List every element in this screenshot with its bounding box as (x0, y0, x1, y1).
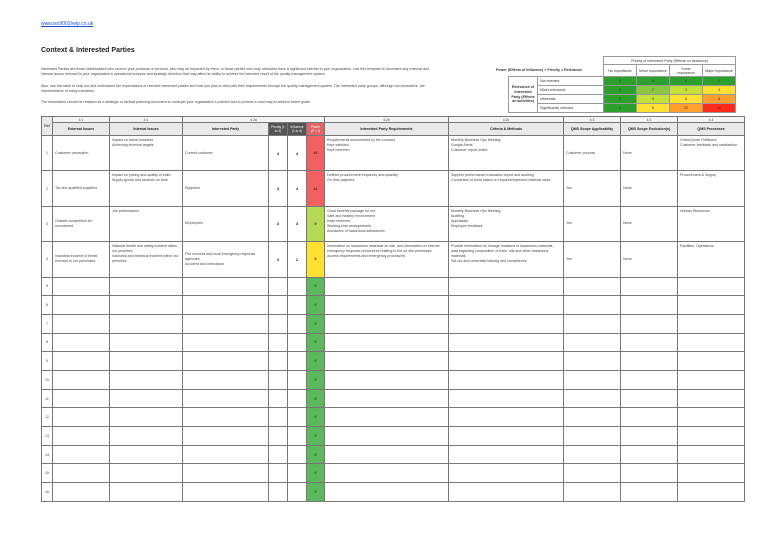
cell-scope-exclusions[interactable]: None (621, 171, 678, 206)
cell-criteria[interactable] (449, 445, 564, 464)
cell-internal-issue[interactable] (110, 333, 183, 352)
cell-scope-applicability[interactable] (564, 333, 621, 352)
cell-power[interactable]: 0 (307, 352, 325, 371)
cell-internal-issue[interactable] (110, 277, 183, 296)
header-internal-issues: Internal Issues (110, 123, 183, 136)
section-ref: 4.2a (183, 117, 325, 123)
header-criteria: Criteria & Methods (449, 123, 564, 136)
cell-qms-processes[interactable] (678, 483, 745, 502)
cell-criteria[interactable] (449, 371, 564, 390)
cell-internal-issue[interactable]: Impact on future business Achieving revenue targets (110, 136, 183, 171)
cell-influence[interactable] (288, 371, 307, 390)
matrix-row (494, 77, 736, 86)
table-row (42, 296, 745, 315)
cell-requirements[interactable] (325, 389, 449, 408)
cell-external-issue[interactable]: Industrial incident or threat relevant to our processes (53, 242, 110, 277)
section-ref: 4.4 (678, 117, 745, 123)
cell-requirements[interactable] (325, 371, 449, 390)
cell-requirements[interactable] (325, 427, 449, 446)
cell-qms-processes[interactable]: Procurement & Supply (678, 171, 745, 206)
intro-paragraph-1: Interested Parties are those stakeholders who receive your products or services, who may be impacted by them, or those parties who may otherwise have a significant interest in your organization. Use this template to document any external and internal issues relevant to your organization's operational purpose and strategic direction that may affect its ability to achieve the intended result of the quality management system. (41, 67, 430, 76)
cell-priority[interactable] (269, 314, 288, 333)
cell-requirements[interactable]: Information on hazardous materials on site, and information on internal emergency response procedures relating to the on-site processes Access requirements and emergency procedures (325, 242, 449, 277)
matrix-spacer (494, 77, 509, 113)
matrix-col-minor-importance: Minor importance (637, 65, 670, 77)
section-ref: 4.2c (449, 117, 564, 123)
cell-power[interactable]: 0 (307, 333, 325, 352)
cell-priority[interactable] (269, 277, 288, 296)
cell-influence[interactable]: 2 (288, 242, 307, 277)
cell-influence[interactable]: 4 (288, 171, 307, 206)
cell-external-issue[interactable] (53, 333, 110, 352)
cell-external-issue[interactable] (53, 352, 110, 371)
cell-scope-exclusions[interactable] (621, 389, 678, 408)
cell-interested-party[interactable] (183, 445, 269, 464)
matrix-cell: 4 (637, 95, 670, 104)
matrix-col-major-importance: Major importance (703, 65, 736, 77)
matrix-cell: 0 (604, 95, 637, 104)
matrix-col-some-importance: Some importance (670, 65, 703, 77)
cell-requirements[interactable] (325, 277, 449, 296)
cell-scope-exclusions[interactable] (621, 371, 678, 390)
row-ref[interactable]: 10 (42, 371, 53, 390)
cell-influence[interactable] (288, 314, 307, 333)
cell-internal-issue[interactable]: Job performance (110, 206, 183, 241)
site-url-link[interactable]: www.iso9001help.co.uk (41, 21, 94, 27)
column-header-row (42, 123, 745, 136)
header-interested-party: Interested Party (183, 123, 269, 136)
cell-interested-party[interactable] (183, 296, 269, 315)
row-ref[interactable]: 13 (42, 427, 53, 446)
header-scope-applicability: QMS Scope Applicability (564, 123, 621, 136)
cell-scope-exclusions[interactable] (621, 483, 678, 502)
row-ref[interactable]: 8 (42, 333, 53, 352)
cell-scope-exclusions[interactable]: None (621, 136, 678, 171)
cell-scope-exclusions[interactable] (621, 333, 678, 352)
cell-scope-applicability[interactable] (564, 389, 621, 408)
cell-priority[interactable]: 3 (269, 242, 288, 277)
cell-internal-issue[interactable] (110, 427, 183, 446)
cell-interested-party[interactable]: Fire services and local emergency response agencies Accident and ambulance (183, 242, 269, 277)
cell-power[interactable]: 0 (307, 408, 325, 427)
cell-requirements[interactable] (325, 333, 449, 352)
header-power: Power (P × I) (307, 123, 325, 136)
cell-influence[interactable] (288, 464, 307, 483)
cell-internal-issue[interactable] (110, 352, 183, 371)
table-row (42, 427, 745, 446)
matrix-cell: 3 (670, 86, 703, 95)
cell-qms-processes[interactable] (678, 314, 745, 333)
row-ref[interactable]: 7 (42, 314, 53, 333)
ref-header: Ref (42, 117, 53, 136)
cell-qms-processes[interactable]: Order/Quote Fulfilment Customer feedback and satisfaction (678, 136, 745, 171)
cell-scope-applicability[interactable] (564, 314, 621, 333)
section-ref: 4.3 (621, 117, 678, 123)
cell-requirements[interactable] (325, 296, 449, 315)
matrix-cell: 0 (637, 77, 670, 86)
matrix-cell: 0 (604, 104, 637, 113)
cell-interested-party[interactable] (183, 352, 269, 371)
table-row (42, 314, 745, 333)
cell-interested-party[interactable] (183, 464, 269, 483)
section-ref: 4.3 (564, 117, 621, 123)
matrix-row-label: Minor relevance (538, 86, 604, 95)
row-ref[interactable]: 3 (42, 206, 53, 241)
table-row (42, 371, 745, 390)
cell-scope-applicability[interactable] (564, 371, 621, 390)
cell-criteria[interactable] (449, 483, 564, 502)
cell-priority[interactable] (269, 333, 288, 352)
matrix-cell: 2 (637, 86, 670, 95)
row-ref[interactable]: 11 (42, 389, 53, 408)
cell-influence[interactable] (288, 408, 307, 427)
cell-internal-issue[interactable] (110, 408, 183, 427)
cell-criteria[interactable] (449, 352, 564, 371)
cell-priority[interactable] (269, 296, 288, 315)
cell-external-issue[interactable]: Too few qualified suppliers (53, 171, 110, 206)
table-row (42, 171, 745, 206)
cell-priority[interactable] (269, 445, 288, 464)
cell-scope-exclusions[interactable] (621, 277, 678, 296)
cell-power[interactable]: 0 (307, 464, 325, 483)
cell-internal-issue[interactable] (110, 445, 183, 464)
cell-influence[interactable] (288, 427, 307, 446)
cell-qms-processes[interactable] (678, 408, 745, 427)
interested-party-register (41, 116, 745, 502)
cell-priority[interactable] (269, 464, 288, 483)
cell-scope-exclusions[interactable] (621, 314, 678, 333)
cell-requirements[interactable] (325, 408, 449, 427)
cell-qms-processes[interactable]: Human Resources (678, 206, 745, 241)
cell-power[interactable]: 16 (307, 136, 325, 171)
cell-scope-applicability[interactable] (564, 408, 621, 427)
cell-interested-party[interactable]: Current customer (183, 136, 269, 171)
cell-influence[interactable] (288, 483, 307, 502)
cell-criteria[interactable] (449, 408, 564, 427)
cell-interested-party[interactable]: Employees (183, 206, 269, 241)
cell-scope-exclusions[interactable] (621, 296, 678, 315)
cell-requirements[interactable]: Defined procurement frequency and quantity On time payment (325, 171, 449, 206)
cell-interested-party[interactable] (183, 333, 269, 352)
cell-internal-issue[interactable] (110, 464, 183, 483)
cell-priority[interactable] (269, 352, 288, 371)
table-row (42, 352, 745, 371)
cell-power[interactable]: 0 (307, 371, 325, 390)
cell-external-issue[interactable] (53, 483, 110, 502)
cell-scope-applicability[interactable] (564, 352, 621, 371)
cell-requirements[interactable] (325, 352, 449, 371)
cell-criteria[interactable] (449, 296, 564, 315)
cell-scope-exclusions[interactable] (621, 445, 678, 464)
cell-external-issue[interactable]: Outside competition for recruitment (53, 206, 110, 241)
cell-scope-applicability[interactable] (564, 483, 621, 502)
matrix-col-no-importance: No importance (604, 65, 637, 77)
cell-scope-exclusions[interactable]: None (621, 206, 678, 241)
page-title: Context & Interested Parties (41, 47, 135, 54)
cell-scope-applicability[interactable] (564, 427, 621, 446)
table-row (42, 136, 745, 171)
power-formula-label: Power (Effects of Influence) × Priority = Relevance (496, 68, 582, 73)
cell-qms-processes[interactable] (678, 352, 745, 371)
cell-requirements[interactable] (325, 445, 449, 464)
cell-external-issue[interactable] (53, 464, 110, 483)
cell-internal-issue[interactable] (110, 371, 183, 390)
row-ref[interactable]: 15 (42, 464, 53, 483)
section-ref: 4.1 (53, 117, 110, 123)
cell-interested-party[interactable] (183, 371, 269, 390)
cell-qms-processes[interactable] (678, 296, 745, 315)
cell-scope-exclusions[interactable] (621, 427, 678, 446)
cell-scope-applicability[interactable]: Customer process (564, 136, 621, 171)
table-row (42, 408, 745, 427)
cell-criteria[interactable]: Provide information on storage locations of hazardous materials, data regarding composition of fuels, oils and other hazardous materials Set out and undertake training and competence (449, 242, 564, 277)
cell-external-issue[interactable] (53, 371, 110, 390)
cell-scope-applicability[interactable] (564, 445, 621, 464)
intro-paragraph-2: Also, use this table to map out and understand the expectations of relevant interested parties and how you plan to deal with their requirements through the quality management system. The interested party groups, although not exhaustive, are representative of many industries. (41, 84, 425, 93)
cell-power[interactable]: 6 (307, 242, 325, 277)
cell-external-issue[interactable] (53, 314, 110, 333)
cell-external-issue[interactable] (53, 427, 110, 446)
cell-requirements[interactable] (325, 464, 449, 483)
matrix-cell: 8 (703, 95, 736, 104)
cell-criteria[interactable] (449, 314, 564, 333)
cell-influence[interactable] (288, 389, 307, 408)
matrix-cell: 6 (637, 104, 670, 113)
cell-priority[interactable] (269, 427, 288, 446)
row-ref[interactable]: 12 (42, 408, 53, 427)
cell-priority[interactable]: 4 (269, 136, 288, 171)
cell-external-issue[interactable] (53, 445, 110, 464)
matrix-row-label: Not relevant (538, 77, 604, 86)
section-ref: 4.1 (110, 117, 183, 123)
cell-external-issue[interactable]: Customer perception (53, 136, 110, 171)
cell-priority[interactable] (269, 389, 288, 408)
header-requirements: Interested Party Requirements (325, 123, 449, 136)
matrix-cell: 0 (604, 86, 637, 95)
header-scope-exclusions: QMS Scope Exclusion(s) (621, 123, 678, 136)
matrix-cell: 4 (703, 86, 736, 95)
cell-requirements[interactable]: Requirements documented by the contract Kept satisfied Kept informed (325, 136, 449, 171)
priority-header: Priority of Interested Party (Effects on decisions) (604, 57, 736, 65)
cell-power[interactable]: 0 (307, 445, 325, 464)
cell-scope-applicability[interactable]: Yes (564, 242, 621, 277)
cell-influence[interactable] (288, 352, 307, 371)
table-row (42, 445, 745, 464)
matrix-cell: 12 (670, 104, 703, 113)
cell-power[interactable]: 0 (307, 277, 325, 296)
cell-requirements[interactable]: Good benefits package for me Safe and healthy environment Keep informed Working time arrangements Avoidance of hazardous substances (325, 206, 449, 241)
row-ref[interactable]: 1 (42, 136, 53, 171)
cell-internal-issue[interactable]: Impact on pricing and quality of build Supply goods and services on time (110, 171, 183, 206)
cell-priority[interactable]: 3 (269, 171, 288, 206)
cell-qms-processes[interactable] (678, 371, 745, 390)
cell-interested-party[interactable] (183, 427, 269, 446)
cell-influence[interactable] (288, 277, 307, 296)
cell-power[interactable]: 0 (307, 296, 325, 315)
matrix-cell: 6 (670, 95, 703, 104)
cell-internal-issue[interactable] (110, 296, 183, 315)
matrix-row-label: Significantly relevant (538, 104, 604, 113)
cell-interested-party[interactable] (183, 408, 269, 427)
cell-criteria[interactable] (449, 333, 564, 352)
cell-power[interactable]: 0 (307, 389, 325, 408)
cell-power[interactable]: 0 (307, 427, 325, 446)
row-ref[interactable]: 14 (42, 445, 53, 464)
cell-scope-applicability[interactable]: Yes (564, 206, 621, 241)
cell-requirements[interactable] (325, 314, 449, 333)
header-priority: Priority (1 to 4) (269, 123, 288, 136)
cell-influence[interactable]: 4 (288, 136, 307, 171)
relevance-label: Relevance of Interested Party (Effects on activities) (509, 77, 538, 113)
table-row (42, 464, 745, 483)
cell-interested-party[interactable] (183, 314, 269, 333)
cell-external-issue[interactable] (53, 296, 110, 315)
cell-internal-issue[interactable] (110, 483, 183, 502)
cell-influence[interactable] (288, 445, 307, 464)
matrix-cell: 0 (604, 77, 637, 86)
cell-qms-processes[interactable]: Facilities, Operations (678, 242, 745, 277)
row-ref[interactable]: 16 (42, 483, 53, 502)
table-row (42, 206, 745, 241)
cell-qms-processes[interactable] (678, 445, 745, 464)
cell-scope-exclusions[interactable] (621, 352, 678, 371)
cell-power[interactable]: 12 (307, 171, 325, 206)
cell-external-issue[interactable] (53, 277, 110, 296)
row-ref[interactable]: 5 (42, 277, 53, 296)
cell-criteria[interactable] (449, 427, 564, 446)
header-qms-processes: QMS Processes (678, 123, 745, 136)
table-row (42, 389, 745, 408)
cell-external-issue[interactable] (53, 389, 110, 408)
cell-priority[interactable] (269, 408, 288, 427)
cell-power[interactable]: 0 (307, 483, 325, 502)
cell-interested-party[interactable] (183, 389, 269, 408)
cell-interested-party[interactable] (183, 277, 269, 296)
row-ref[interactable]: 9 (42, 352, 53, 371)
cell-qms-processes[interactable] (678, 464, 745, 483)
cell-scope-applicability[interactable] (564, 296, 621, 315)
cell-power[interactable]: 0 (307, 314, 325, 333)
priority-matrix (494, 56, 736, 113)
row-ref[interactable]: 4 (42, 242, 53, 277)
cell-criteria[interactable]: Monthly Business Ops Meeting Auditing Appraisals Employee feedback (449, 206, 564, 241)
cell-criteria[interactable]: Supplier performance evaluation report and auditing Conversion of build based on required/expected material sales (449, 171, 564, 206)
cell-internal-issue[interactable] (110, 314, 183, 333)
cell-interested-party[interactable]: Suppliers (183, 171, 269, 206)
intro-paragraph-3: The information should be retained as a strategic or tactical planning document to underpin your organization's policies and to provide a road map to achieve future goals. (41, 100, 311, 104)
cell-scope-exclusions[interactable] (621, 408, 678, 427)
cell-influence[interactable] (288, 333, 307, 352)
cell-scope-applicability[interactable]: Yes (564, 171, 621, 206)
cell-internal-issue[interactable] (110, 389, 183, 408)
cell-scope-applicability[interactable] (564, 464, 621, 483)
matrix-row-label: Influential (538, 95, 604, 104)
cell-criteria[interactable]: Monthly Business Ops Meeting Google Alerts Customer report online (449, 136, 564, 171)
cell-scope-exclusions[interactable]: None (621, 242, 678, 277)
cell-scope-exclusions[interactable] (621, 464, 678, 483)
cell-qms-processes[interactable] (678, 277, 745, 296)
cell-power[interactable]: 9 (307, 206, 325, 241)
table-row (42, 333, 745, 352)
row-ref[interactable]: 2 (42, 171, 53, 206)
matrix-cell: 0 (703, 77, 736, 86)
cell-influence[interactable] (288, 296, 307, 315)
header-external-issues: External Issues (53, 123, 110, 136)
cell-qms-processes[interactable] (678, 389, 745, 408)
cell-criteria[interactable] (449, 389, 564, 408)
cell-influence[interactable]: 3 (288, 206, 307, 241)
cell-qms-processes[interactable] (678, 427, 745, 446)
cell-criteria[interactable] (449, 464, 564, 483)
matrix-cell: 16 (703, 104, 736, 113)
cell-criteria[interactable] (449, 277, 564, 296)
cell-priority[interactable]: 3 (269, 206, 288, 241)
header-influence: Influence (1 to 4) (288, 123, 307, 136)
section-ref: 4.2b (325, 117, 449, 123)
table-row (42, 483, 745, 502)
row-ref[interactable]: 6 (42, 296, 53, 315)
matrix-cell: 0 (670, 77, 703, 86)
cell-priority[interactable] (269, 483, 288, 502)
cell-internal-issue[interactable]: National health and safety incident within our premises Industrial and technical incident within our premises (110, 242, 183, 277)
cell-external-issue[interactable] (53, 408, 110, 427)
cell-priority[interactable] (269, 371, 288, 390)
cell-interested-party[interactable] (183, 483, 269, 502)
table-row (42, 242, 745, 277)
cell-scope-applicability[interactable] (564, 277, 621, 296)
table-row (42, 277, 745, 296)
cell-qms-processes[interactable] (678, 333, 745, 352)
cell-requirements[interactable] (325, 483, 449, 502)
